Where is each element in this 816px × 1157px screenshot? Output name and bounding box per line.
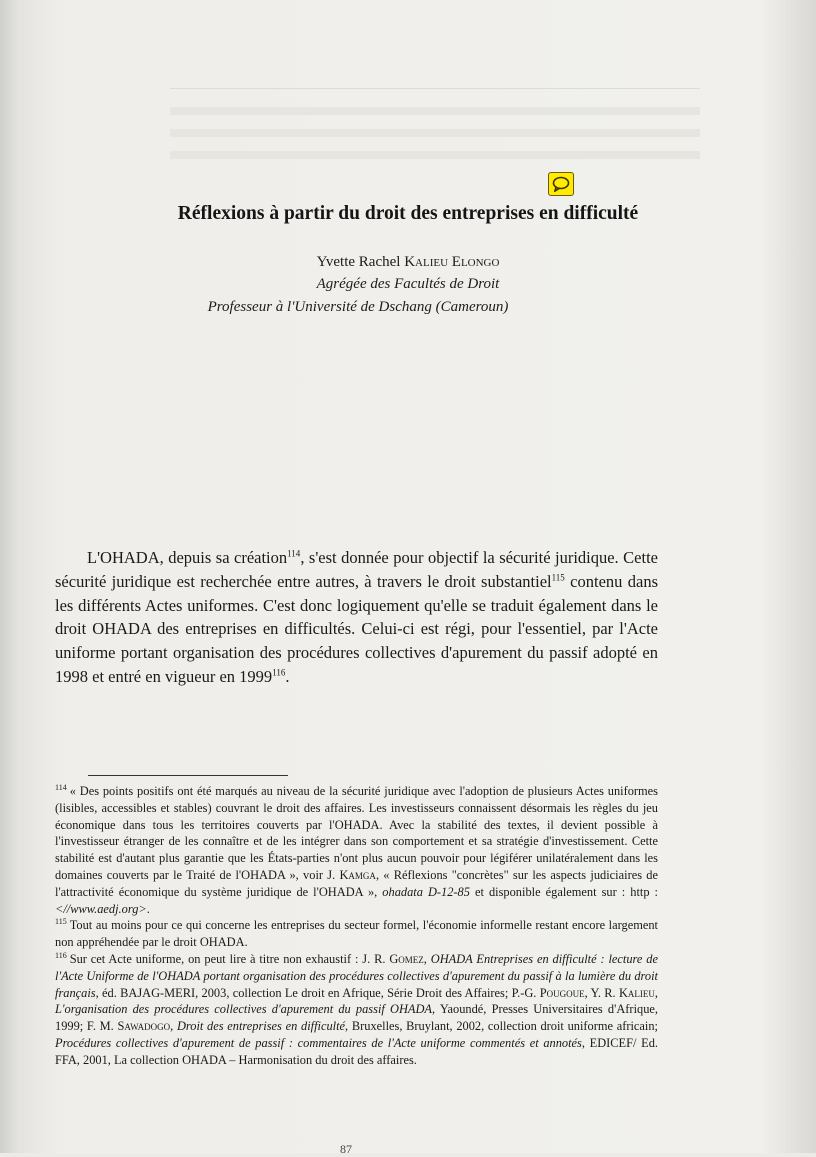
footnote-link[interactable]: <//www.aedj.org> [55,901,147,916]
footnote-text: Sur cet Acte uniforme, on peut lire à titre non exhaustif : J. R. [69,951,390,966]
footnote-book-title: Droit des entreprises en difficulté [176,1019,346,1034]
footnote-115 [55,917,658,951]
body-paragraph [55,546,658,689]
body-text: . [285,666,290,686]
footnote-116 [55,951,658,1069]
footnote-number: 114 [55,782,67,792]
footnotes [55,783,658,1069]
footnote-text: , [423,951,431,966]
footnote-book-title: Procédures collectives d'apurement de passif : commentaires de l'Acte uniforme commentés et annotés [55,1035,582,1050]
footnote-text: « Des points positifs ont été marqués au niveau de la sécurité juridique avec l'adoption de plusieurs Actes uniformes (lisibles, accessibles et stables) couvrant le droit des affaires. Les investisseurs connaissent désormais les règles du jeu économique dans tous les territoires couverts par l'OHADA. Avec la stabilité des textes, il devient possible à l'investisseur étranger de les connaître et de les intégrer dans son comportement et sa stratégie d'investissement. Cette stabilité est d'autant plus garantie que les États-parties n'ont plus aucun pouvoir pour légiférer unilatéralement dans les domaines couverts par le Traité de l'OHADA », voir J. [55,784,658,882]
footnote-author: Kalieu [618,985,655,1000]
page-number: 87 [340,1142,352,1156]
footnote-author: Gomez [389,951,424,966]
footnote-author: Pougoue [539,985,585,1000]
article-title: Réflexions à partir du droit des entreprises en difficulté [177,203,639,224]
footnote-text: , EDICEF/ Ed. FFA, 2001, La collection OHADA – Harmonisation du droit des affaires. [55,1035,659,1067]
footnote-text: , Bruxelles, Bruylant, 2002, collection droit uniforme africain; [345,1019,658,1034]
footnote-ref-114[interactable]: 114 [287,548,301,559]
footnote-source: ohadata D-12-85 [382,884,470,899]
footnote-text: , « Réflexions "concrètes" sur les aspects judiciaires de l'attractivité économique du système juridique de l'OHADA », [55,867,658,899]
footnote-author: Kamga [339,867,376,882]
footnote-text: , Y. R. [584,985,619,1000]
footnote-author: Sawadogo [117,1019,171,1034]
footnote-text: et disponible également sur : http : [469,884,659,899]
footnote-114 [55,783,658,917]
author-affiliation-university: Professeur à l'Université de Dschang (Cameroun) [207,299,509,315]
author-last-name: Kalieu Elongo [404,254,500,270]
footnote-number: 116 [55,950,67,960]
footnote-separator [88,775,288,776]
footnote-number: 115 [55,917,67,927]
footnote-ref-116[interactable]: 116 [272,667,286,678]
author-first-name: Yvette Rachel [316,254,401,270]
footnote-book-title: OHADA Entreprises en difficulté : lecture de l'Acte Uniforme de l'OHADA portant organisation des procédures collectives d'apurement du passif à la lumière du droit français [55,951,658,1000]
body-text: L'OHADA, depuis sa création [87,548,288,567]
footnote-text: , éd. BAJAG-MERI, 2003, collection Le droit en Afrique, Série Droit des Affaires; P.-G. [95,985,540,1000]
comment-note-icon[interactable] [548,172,574,196]
body-text: contenu dans les différents Actes uniformes. C'est donc logiquement qu'elle se traduit également dans le droit OHADA des entreprises en difficultés. Celui-ci est régi, pour l'essentiel, par l'Acte uniforme portant organisation des procédures collectives d'apurement du passif adopté en 1998 et entré en vigueur en 1999 [55,571,658,686]
footnote-text: Tout au moins pour ce qui concerne les entreprises du secteur formel, l'économie informelle restant encore largement non appréhendée par le droit OHADA. [55,918,658,950]
bleed-through-texture [170,80,700,173]
footnote-book-title: L'organisation des procédures collectives d'apurement du passif OHADA [55,1002,432,1017]
body-text: , s'est donnée pour objectif la sécurité juridique. Cette sécurité juridique est recherchée entre autres, à travers le droit substantiel [55,548,658,591]
footnote-text: . [146,901,150,916]
footnote-text: , Yaoundé, Presses Universitaires d'Afrique, 1999; F. M. [55,1002,658,1034]
footnote-text: , [654,985,658,1000]
author-name [0,254,816,271]
footnote-ref-115[interactable]: 115 [551,572,565,583]
author-affiliation-title: Agrégée des Facultés de Droit [316,276,500,292]
footnote-text: , [170,1019,177,1034]
